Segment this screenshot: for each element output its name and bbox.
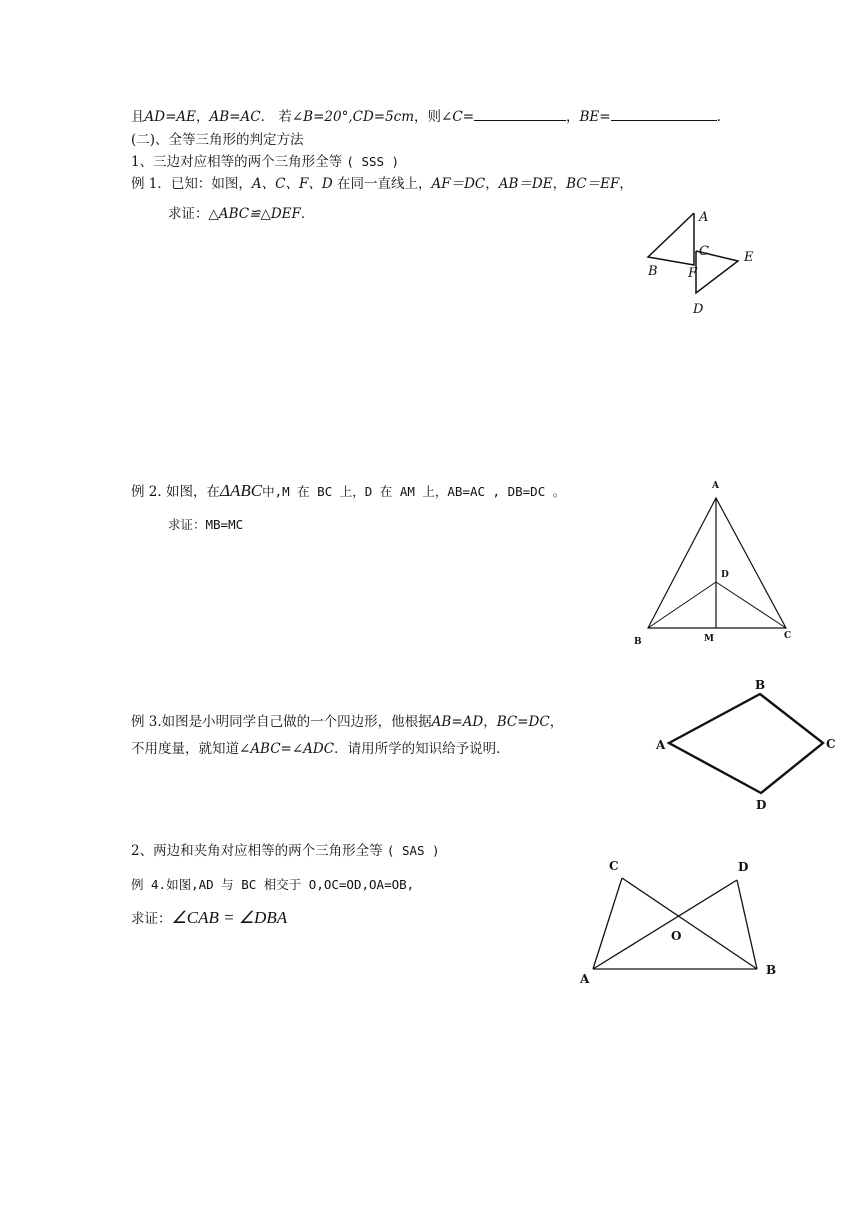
method2-heading bbox=[131, 842, 440, 860]
answer-blank-c[interactable] bbox=[474, 108, 566, 121]
separator: ， bbox=[485, 176, 499, 192]
period: . bbox=[716, 109, 721, 125]
cond-ad-ae: AD=AE bbox=[144, 109, 196, 125]
example1-cond2: AB＝DE bbox=[498, 176, 553, 192]
example3-figure bbox=[655, 675, 845, 815]
method2-title: 2、两边和夹角对应相等的两个三角形全等 bbox=[131, 843, 383, 859]
angle-c-label: C= bbox=[452, 109, 475, 125]
example3-cond2: BC=DC bbox=[496, 714, 550, 730]
label-d: D bbox=[738, 860, 749, 874]
label-c: C bbox=[784, 631, 792, 641]
triangle-abc-outline bbox=[648, 498, 786, 628]
segment-ac bbox=[593, 878, 622, 969]
example4-prove-label: 求证： bbox=[131, 911, 172, 927]
example1-figure bbox=[640, 205, 760, 317]
answer-blank-be[interactable] bbox=[611, 108, 717, 121]
example4-prove-stmt: ∠CAB = ∠DBA bbox=[171, 908, 288, 927]
separator: ， bbox=[566, 109, 580, 125]
example3-angle: ABC=∠ADC bbox=[250, 741, 335, 757]
example2-triangle: ΔABC bbox=[219, 481, 263, 500]
separator: ， bbox=[549, 714, 564, 730]
example4-statement bbox=[131, 876, 414, 894]
method2-code: ( SAS ) bbox=[386, 843, 440, 858]
example1-points: A、C、F、D bbox=[251, 176, 333, 192]
example1-cond1: AF＝DC bbox=[431, 176, 486, 192]
label-d: D bbox=[721, 570, 729, 580]
label-c: C bbox=[826, 737, 836, 751]
segment-bc bbox=[622, 878, 757, 969]
label-a: A bbox=[580, 972, 590, 986]
example1-prove-stmt: △ABC≌△DEF bbox=[208, 206, 301, 222]
method1-title: 1、三边对应相等的两个三角形全等 bbox=[131, 154, 343, 170]
section-heading: (二)、全等三角形的判定方法 bbox=[131, 132, 304, 148]
separator: ， bbox=[483, 714, 497, 730]
triangle-abc bbox=[648, 213, 694, 265]
label-d: D bbox=[693, 302, 704, 317]
example3-cond1: AB=AD bbox=[431, 714, 484, 730]
segment-ad bbox=[593, 880, 737, 969]
example4-figure bbox=[560, 850, 790, 990]
label-o: O bbox=[671, 929, 682, 943]
label-e: E bbox=[744, 250, 754, 265]
example4-prove bbox=[131, 909, 287, 928]
segment-db bbox=[648, 582, 716, 628]
example3-label: 例 3.如图是小明同学自己做的一个四边形，他根据 bbox=[131, 714, 432, 730]
example2-statement bbox=[131, 482, 565, 501]
example1-cond3: BC＝EF bbox=[566, 176, 620, 192]
segment-bd bbox=[737, 880, 757, 969]
be-label: BE= bbox=[579, 109, 611, 125]
separator: ， bbox=[552, 176, 567, 192]
label-b: B bbox=[766, 963, 777, 977]
quadrilateral-abcd bbox=[669, 694, 823, 793]
example1-label: 例 1．已知：如图， bbox=[131, 176, 252, 192]
cond-b-cd: B=20°,CD=5cm bbox=[303, 109, 415, 125]
problem-prefix: 且 bbox=[131, 109, 145, 125]
segment-dc bbox=[716, 582, 786, 628]
example2-prove: 求证：MB=MC bbox=[168, 517, 244, 532]
label-a: A bbox=[699, 210, 709, 225]
period: ． bbox=[300, 206, 315, 222]
example2-label: 例 2. 如图，在 bbox=[131, 484, 220, 500]
example1-prove-label: 求证： bbox=[168, 206, 209, 222]
label-b: B bbox=[648, 264, 658, 279]
example3-line2 bbox=[131, 740, 510, 758]
label-a: A bbox=[712, 481, 719, 491]
example2-text: 中,M 在 BC 上，D 在 AM 上，AB=AC , DB=DC 。 bbox=[262, 484, 566, 499]
separator: ． 若∠ bbox=[260, 109, 304, 125]
example3-text-b: ．请用所学的知识给予说明． bbox=[334, 741, 510, 757]
label-m: M bbox=[704, 634, 714, 644]
example1-mid: 在同一直线上， bbox=[332, 176, 432, 192]
example3-text-a: 不用度量，就知道∠ bbox=[131, 741, 251, 757]
label-f: F bbox=[688, 266, 698, 281]
label-b: B bbox=[634, 637, 642, 647]
cond-ab-ac: AB=AC bbox=[209, 109, 261, 125]
method1-code: ( SSS ) bbox=[346, 154, 400, 169]
separator: ， bbox=[619, 176, 633, 192]
problem-tail-line bbox=[131, 108, 721, 126]
separator: ， bbox=[196, 109, 210, 125]
example4-label: 例 4.如图,AD 与 BC 相交于 O,OC=OD,OA=OB, bbox=[131, 877, 415, 892]
label-c: C bbox=[699, 244, 709, 259]
label-c: C bbox=[609, 859, 619, 873]
label-b: B bbox=[755, 678, 766, 692]
label-d: D bbox=[756, 798, 767, 812]
method1-heading bbox=[131, 153, 399, 171]
example1-prove bbox=[168, 205, 314, 223]
label-a: A bbox=[656, 738, 666, 752]
example1-statement bbox=[131, 175, 633, 193]
example3-line1 bbox=[131, 713, 563, 731]
example2-figure bbox=[630, 476, 800, 648]
separator: ，则∠ bbox=[414, 109, 453, 125]
